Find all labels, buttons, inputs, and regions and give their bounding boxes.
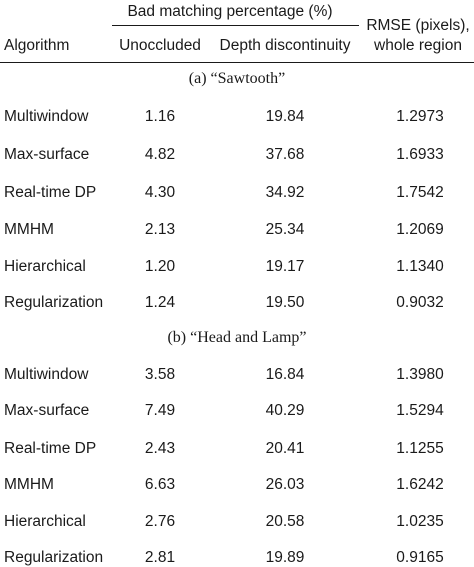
algorithm-cell: Hierarchical [4, 258, 86, 275]
rmse-cell: 1.5294 [396, 402, 444, 419]
depth-cell: 19.89 [265, 549, 305, 566]
algorithm-header: Algorithm [4, 37, 70, 54]
unoccluded-cell: 2.76 [144, 513, 176, 530]
rmse-cell: 1.1340 [396, 258, 444, 275]
algorithm-cell: Multiwindow [4, 108, 89, 125]
algorithm-cell: MMHM [4, 476, 54, 493]
algorithm-cell: Max-surface [4, 402, 90, 419]
depth-cell: 19.17 [265, 258, 305, 275]
header-rule [0, 62, 474, 63]
group-header-rule [112, 25, 359, 26]
rmse-cell: 1.3980 [396, 366, 444, 383]
unoccluded-header: Unoccluded [119, 37, 201, 54]
rmse-cell: 1.6242 [396, 476, 444, 493]
rmse-cell: 1.0235 [396, 513, 444, 530]
algorithm-cell: Regularization [4, 294, 104, 311]
depth-cell: 37.68 [265, 146, 305, 163]
unoccluded-cell: 7.49 [144, 402, 176, 419]
algorithm-cell: Hierarchical [4, 513, 86, 530]
unoccluded-cell: 2.43 [144, 440, 176, 457]
unoccluded-cell: 2.13 [144, 221, 176, 238]
unoccluded-cell: 1.24 [144, 294, 176, 311]
rmse-cell: 1.6933 [396, 146, 444, 163]
unoccluded-cell: 2.81 [144, 549, 176, 566]
unoccluded-cell: 6.63 [144, 476, 176, 493]
rmse-cell: 1.1255 [396, 440, 444, 457]
algorithm-cell: Real-time DP [4, 184, 97, 201]
depth-cell: 19.50 [265, 294, 305, 311]
algorithm-cell: Regularization [4, 549, 104, 566]
depth-cell: 34.92 [265, 184, 305, 201]
algorithm-cell: Max-surface [4, 146, 90, 163]
unoccluded-cell: 3.58 [144, 366, 176, 383]
rmse-header-line2: whole region [374, 37, 462, 54]
algorithm-cell: MMHM [4, 221, 54, 238]
depth-cell: 16.84 [265, 366, 305, 383]
rmse-cell: 1.2069 [396, 221, 444, 238]
unoccluded-cell: 1.20 [144, 258, 176, 275]
depth-cell: 25.34 [265, 221, 305, 238]
rmse-cell: 1.7542 [396, 184, 444, 201]
section-title: (a) “Sawtooth” [188, 70, 286, 87]
rmse-header-line1: RMSE (pixels), [366, 17, 470, 34]
depth-cell: 20.58 [265, 513, 305, 530]
unoccluded-cell: 4.82 [144, 146, 176, 163]
rmse-cell: 1.2973 [396, 108, 444, 125]
depth-cell: 20.41 [265, 440, 305, 457]
unoccluded-cell: 4.30 [144, 184, 176, 201]
rmse-cell: 0.9032 [396, 294, 444, 311]
section-title: (b) “Head and Lamp” [167, 329, 307, 346]
depth-cell: 19.84 [265, 108, 305, 125]
algorithm-cell: Real-time DP [4, 440, 97, 457]
bad-matching-group-header: Bad matching percentage (%) [127, 3, 333, 20]
algorithm-cell: Multiwindow [4, 366, 89, 383]
depth-discontinuity-header: Depth discontinuity [219, 37, 351, 54]
rmse-cell: 0.9165 [396, 549, 444, 566]
unoccluded-cell: 1.16 [144, 108, 176, 125]
depth-cell: 40.29 [265, 402, 305, 419]
depth-cell: 26.03 [265, 476, 305, 493]
